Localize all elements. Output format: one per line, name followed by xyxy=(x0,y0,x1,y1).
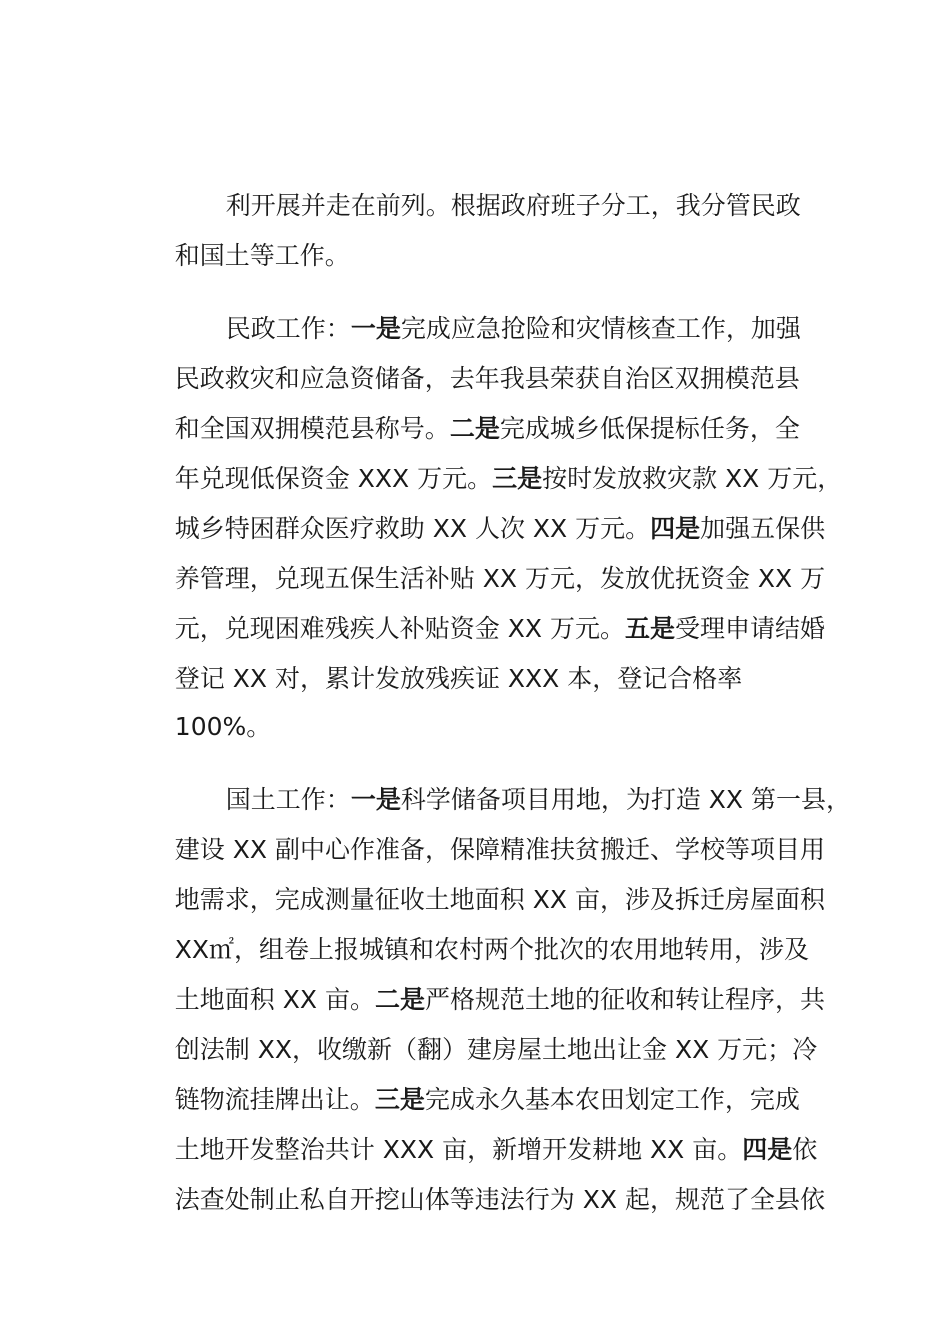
bold-run: 一是 xyxy=(350,314,401,343)
text-run: 依 xyxy=(792,1135,818,1164)
text-run: 100%。 xyxy=(174,712,272,741)
text-run: 利开展并走在前列。根据政府班子分工，我分管民政 xyxy=(225,191,801,220)
text-run: 受理申请结婚 xyxy=(674,614,825,643)
paragraph-3-line-9 xyxy=(143,1149,825,1251)
text-run: XX㎡，组卷上报城镇和农村两个批次的农用地转用，涉及 xyxy=(174,935,810,964)
bold-run: 三是 xyxy=(492,464,543,493)
bold-run: 三是 xyxy=(374,1085,425,1114)
text-run: 加强五保供 xyxy=(700,514,826,543)
text-run: 完成应急抢险和灾情核查工作，加强 xyxy=(400,314,801,343)
text-run: 完成城乡低保提标任务，全 xyxy=(499,414,800,443)
text-run: 年兑现低保资金 XXX 万元。 xyxy=(174,464,493,493)
text-run: 土地面积 XX 亩。 xyxy=(174,985,375,1014)
text-run: 养管理，兑现五保生活补贴 XX 万元，发放优抚资金 XX 万 xyxy=(174,564,826,593)
text-run: 创法制 XX，收缴新（翻）建房屋土地出让金 XX 万元；冷 xyxy=(174,1035,818,1064)
bold-run: 四是 xyxy=(650,514,701,543)
text-run: 城乡特困群众医疗救助 XX 人次 XX 万元。 xyxy=(174,514,651,543)
text-run: 法查处制止私自开挖山体等违法行为 XX 起，规范了全县依 xyxy=(174,1185,825,1214)
bold-run: 五是 xyxy=(624,614,675,643)
text-run: 和国土等工作。 xyxy=(174,241,350,270)
bold-run: 四是 xyxy=(742,1135,793,1164)
text-run: 国土工作： xyxy=(225,785,351,814)
text-run: 登记 XX 对，累计发放残疾证 XXX 本，登记合格率 xyxy=(174,664,743,693)
text-run: 元，兑现困难残疾人补贴资金 XX 万元。 xyxy=(174,614,625,643)
text-run: 和全国双拥模范县称号。 xyxy=(174,414,450,443)
text-run: 土地开发整治共计 XXX 亩，新增开发耕地 XX 亩。 xyxy=(174,1135,743,1164)
text-run: 完成永久基本农田划定工作，完成 xyxy=(424,1085,800,1114)
bold-run: 二是 xyxy=(449,414,500,443)
text-run: 民政工作： xyxy=(225,314,351,343)
text-run: 地需求，完成测量征收土地面积 XX 亩，涉及拆迁房屋面积 xyxy=(174,885,825,914)
text-run: 民政救灾和应急资储备，去年我县荣获自治区双拥模范县 xyxy=(174,364,800,393)
bold-run: 一是 xyxy=(350,785,401,814)
text-run: 按时发放救灾款 XX 万元， xyxy=(542,464,843,493)
bold-run: 二是 xyxy=(374,985,425,1014)
text-run: 严格规范土地的征收和转让程序，共 xyxy=(424,985,825,1014)
text-run: 链物流挂牌出让。 xyxy=(174,1085,375,1114)
text-run: 科学储备项目用地，为打造 XX 第一县， xyxy=(400,785,851,814)
text-run: 建设 XX 副中心作准备，保障精准扶贫搬迁、学校等项目用 xyxy=(174,835,825,864)
